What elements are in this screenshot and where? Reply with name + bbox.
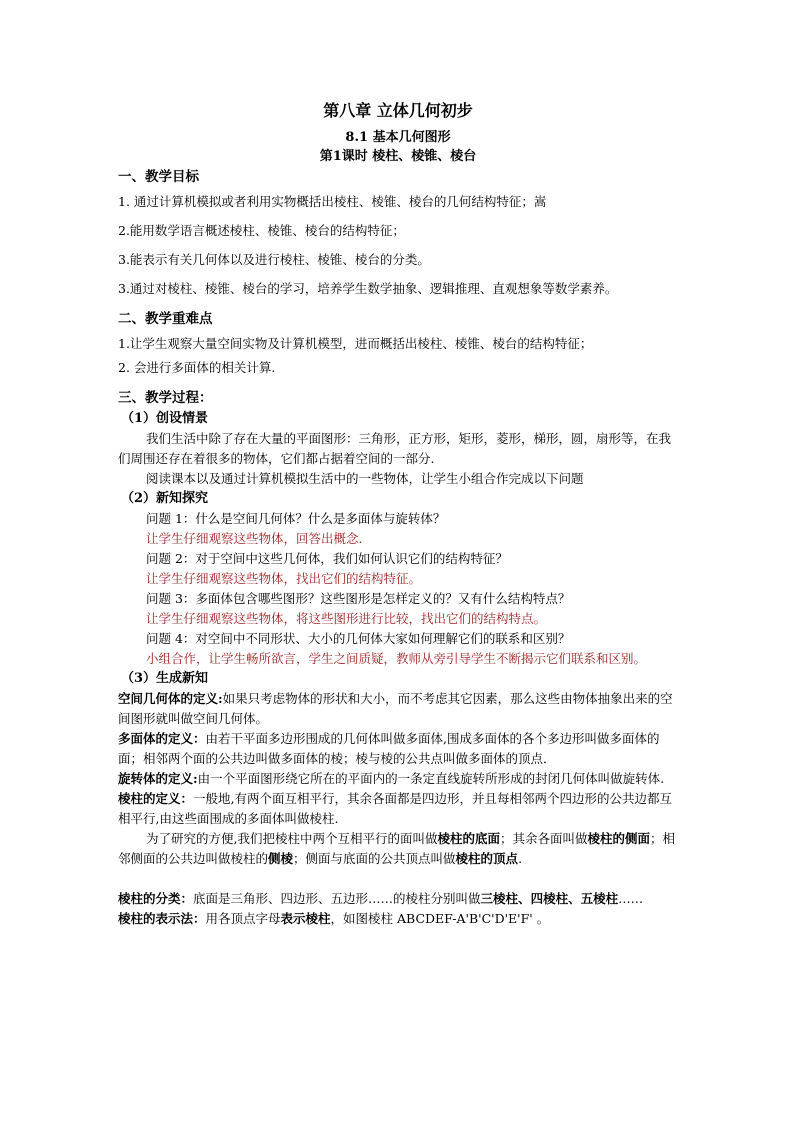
definition-spatial-solid [118, 689, 678, 729]
section-title: 8.1 基本几何图形 [345, 130, 451, 145]
text-run: …… [618, 891, 644, 906]
blank-line [118, 869, 678, 889]
lesson-title: 第1课时 棱柱、棱锥、棱台 [319, 149, 477, 164]
part2-heading: （2）新知探究 [121, 491, 209, 506]
definition-polyhedron [118, 729, 678, 769]
text-run: 用各顶点字母 [205, 911, 281, 926]
part1-para2: 阅读课本以及通过计算机模拟生活中的一些物体，让学生小组合作完成以下问题 [146, 471, 584, 486]
definition-text: 由一个平面图形绕它所在的平面内的一条定直线旋转所形成的封闭几何体叫做旋转体. [197, 771, 665, 786]
text-run: ，如图棱柱 ABCDEF-A'B'C'D'E'F' 。 [330, 911, 550, 926]
text-run: ；相邻侧面的公共边叫做棱柱的 [118, 831, 676, 866]
term-prism-base: 棱柱的底面 [437, 831, 500, 846]
document-page [118, 96, 678, 929]
question-2: 问题 2：对于空间中这些几何体，我们如何认识它们的结构特征？ [146, 551, 508, 566]
text-run: 底面是三角形、四边形、五边形……的棱柱分别叫做 [193, 891, 481, 906]
definition-prism [118, 789, 678, 829]
key-point-item-1: 1.让学生观察大量空间实物及计算机模型，进而概括出棱柱、棱锥、棱台的结构特征； [118, 336, 593, 351]
text-run: . [518, 851, 523, 866]
term-prism-lateral-face: 棱柱的侧面 [587, 831, 651, 846]
definition-label: 棱柱的定义： [118, 791, 194, 806]
prism-parts-paragraph [118, 829, 678, 869]
question-3: 问题 3：多面体包含哪些图形？这些图形是怎样定义的？又有什么结构特点？ [146, 591, 571, 606]
prism-classification [118, 889, 678, 909]
term-pentagonal-prism: 五棱柱 [580, 891, 619, 906]
key-point-item-2: 2. 会进行多面体的相关计算. [118, 360, 276, 375]
term-triangular-prism: 三棱柱 [480, 891, 519, 906]
definition-solid-of-revolution [118, 769, 678, 789]
definition-label: 空间几何体的定义: [118, 691, 223, 706]
part1-heading: （1）创设情景 [121, 411, 209, 426]
objective-item-4: 3.通过对棱柱、棱锥、棱台的学习，培养学生数学抽象、逻辑推理、直观想象等数学素养。 [118, 281, 618, 296]
answer-2: 让学生仔细观察这些物体，找出它们的结构特征。 [146, 571, 422, 586]
prism-notation [118, 909, 678, 929]
definition-label: 棱柱的分类： [118, 891, 194, 906]
definition-label: 旋转体的定义: [118, 771, 198, 786]
text-run: 为了研究的方便,我们把棱柱中两个互相平行的面叫做 [146, 831, 438, 846]
answer-1: 让学生仔细观察这些物体，回答出概念. [146, 531, 363, 546]
objective-item-2: 2.能用数学语言概述棱柱、棱锥、棱台的结构特征； [118, 223, 405, 238]
objectives-heading: 一、教学目标 [118, 169, 199, 185]
definition-label: 棱柱的表示法： [118, 911, 206, 926]
definition-text: 由若干平面多边形围成的几何体叫做多面体,围成多面体的各个多边形叫做多面体的面；相邻两个面的公共边叫做多面体的棱；棱与棱的公共点叫做多面体的顶点． [118, 731, 660, 766]
question-1: 问题 1：什么是空间几何体？什么是多面体与旋转体？ [146, 511, 446, 526]
text-run: ；其余各面叫做 [500, 831, 588, 846]
chapter-title: 第八章 立体几何初步 [323, 101, 473, 120]
answer-3: 让学生仔细观察这些物体，将这些图形进行比较，找出它们的结构特点。 [146, 611, 547, 626]
part3-heading: （3）生成新知 [121, 671, 209, 686]
term-denote-prism: 表示棱柱 [280, 911, 331, 926]
key-points-heading: 二、教学重难点 [118, 311, 213, 327]
objective-item-3: 3.能表示有关几何体以及进行棱柱、棱锥、棱台的分类。 [118, 252, 430, 267]
definition-text: 一般地,有两个面互相平行，其余各面都是四边形，并且每相邻两个四边形的公共边都互相平行,由这些面围成的多面体叫做棱柱. [118, 791, 672, 826]
question-4: 问题 4：对空间中不同形状、大小的几何体大家如何理解它们的联系和区别？ [146, 631, 571, 646]
objective-item-1: 1. 通过计算机模拟或者利用实物概括出棱柱、棱锥、棱台的几何结构特征；嵩 [118, 194, 547, 209]
term-prism-vertex: 棱柱的顶点 [455, 851, 519, 866]
part1-para1: 我们生活中除了存在大量的平面图形：三角形，正方形，矩形，菱形，梯形，圆，扇形等，在我们周围还存在着很多的物体，它们都占据着空间的一部分. [118, 431, 672, 466]
definition-text: 如果只考虑物体的形状和大小，而不考虑其它因素，那么这些由物体抽象出来的空间图形就叫做空间几何体。 [118, 691, 673, 726]
term-lateral-edge: 侧棱 [268, 851, 294, 866]
process-heading: 三、教学过程： [118, 390, 213, 406]
text-run: ；侧面与底面的公共顶点叫做 [293, 851, 456, 866]
term-quadrangular-prism: 四棱柱 [530, 891, 569, 906]
separator: 、 [568, 891, 581, 906]
answer-4: 小组合作，让学生畅所欲言，学生之间质疑，教师从旁引导学生不断揭示它们联系和区别。 [146, 651, 647, 666]
definition-label: 多面体的定义： [118, 731, 206, 746]
separator: 、 [518, 891, 531, 906]
